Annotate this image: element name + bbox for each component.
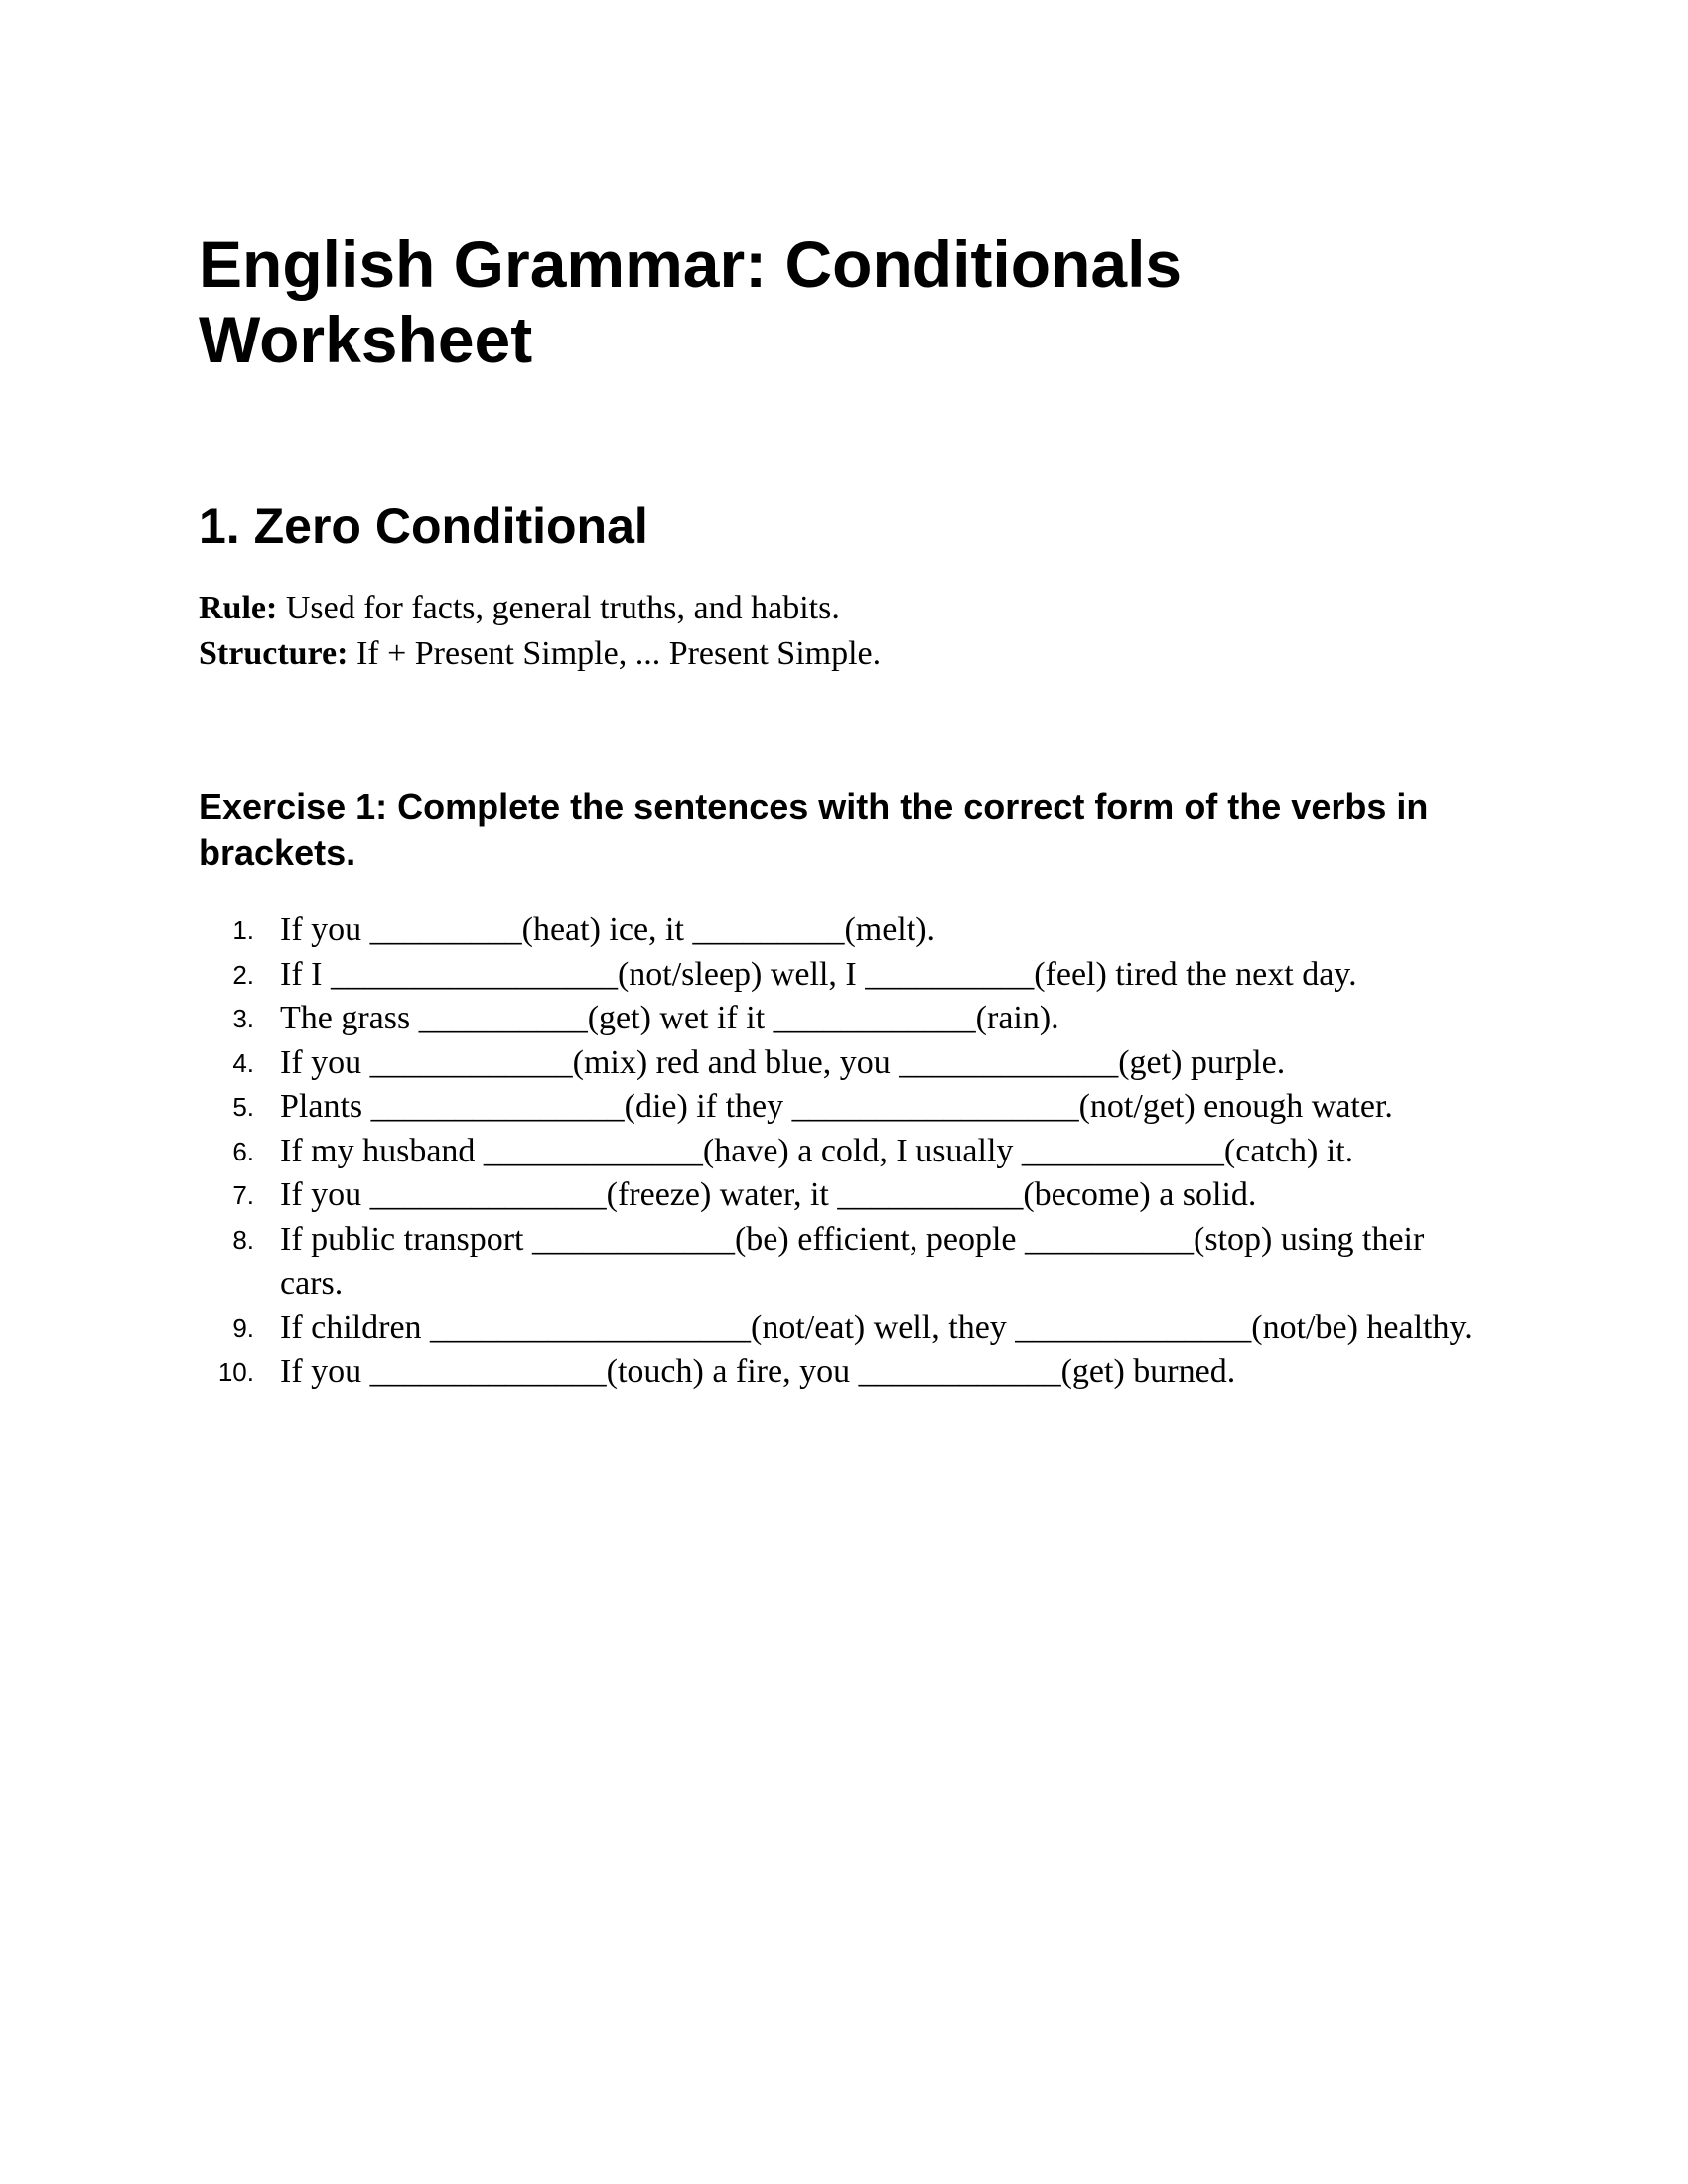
item-number: 8. <box>232 1224 254 1255</box>
item-text: If my husband _____________(have) a cold, I usually ____________(catch) it. <box>280 1132 1354 1169</box>
item-text: If you ______________(freeze) water, it ___________(become) a solid. <box>280 1176 1257 1213</box>
list-item <box>199 1173 1489 1218</box>
list-item <box>199 1218 1489 1306</box>
rule-label: Rule: <box>199 590 278 626</box>
item-text: If I _________________(not/sleep) well, I __________(feel) tired the next day. <box>280 955 1357 993</box>
item-number: 4. <box>232 1047 254 1078</box>
rule-text: Used for facts, general truths, and habits. <box>277 590 840 626</box>
item-number: 9. <box>232 1312 254 1343</box>
item-text: If you ____________(mix) red and blue, you _____________(get) purple. <box>280 1043 1286 1081</box>
exercise-list <box>199 908 1489 1395</box>
item-number: 6. <box>232 1136 254 1166</box>
item-text: If you _________(heat) ice, it _________(melt). <box>280 911 936 948</box>
rule-line <box>199 586 1489 631</box>
list-item <box>199 1130 1489 1174</box>
list-item <box>199 1306 1489 1351</box>
rule-block <box>199 586 1489 677</box>
structure-label: Structure: <box>199 635 349 672</box>
section-heading: 1. Zero Conditional <box>199 498 648 554</box>
item-text: The grass __________(get) wet if it ____________(rain). <box>280 1000 1059 1036</box>
item-text: If public transport ____________(be) efficient, people __________(stop) using their cars. <box>280 1220 1425 1301</box>
list-item <box>199 1085 1489 1130</box>
structure-text: If + Present Simple, ... Present Simple. <box>348 635 882 672</box>
exercise-heading: Exercise 1: Complete the sentences with the correct form of the verbs in brackets. <box>199 786 1429 873</box>
list-item <box>199 953 1489 998</box>
item-number: 1. <box>232 915 254 945</box>
item-number: 7. <box>232 1180 254 1210</box>
item-text: If you ______________(touch) a fire, you ____________(get) burned. <box>280 1353 1236 1390</box>
list-item <box>199 997 1489 1041</box>
document-title: English Grammar: Conditionals Worksheet <box>199 227 1183 376</box>
structure-line <box>199 631 1489 677</box>
item-text: If children ___________________(not/eat) well, they ______________(not/be) healthy. <box>280 1308 1473 1346</box>
item-number: 2. <box>232 959 254 990</box>
item-number: 5. <box>232 1092 254 1122</box>
item-number: 3. <box>232 1004 254 1033</box>
list-item <box>199 1350 1489 1395</box>
list-item <box>199 1041 1489 1086</box>
item-number: 10. <box>217 1357 254 1387</box>
item-text: Plants _______________(die) if they _________________(not/get) enough water. <box>280 1088 1393 1125</box>
list-item <box>199 908 1489 953</box>
